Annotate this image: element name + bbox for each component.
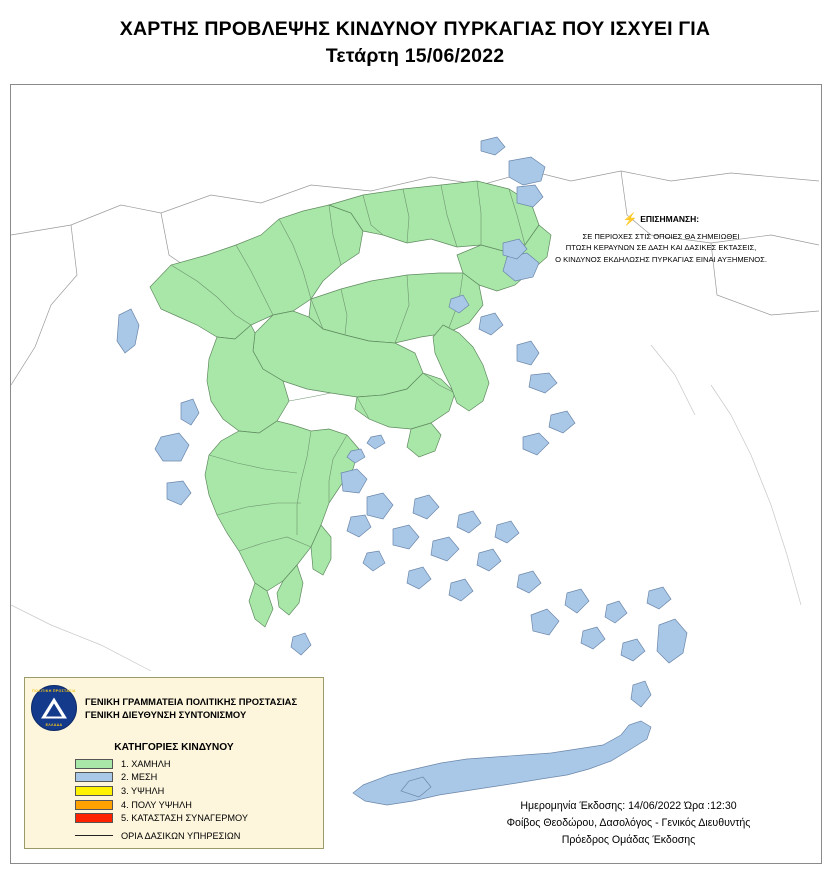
bolt-icon: ⚡ (622, 211, 638, 226)
legend-header (25, 678, 323, 733)
civil-protection-logo-icon (31, 685, 77, 731)
legend-swatch-4 (75, 800, 113, 810)
legend-label-3: 3. ΥΨΗΛΗ (121, 785, 165, 796)
legend-label-1: 1. ΧΑΜΗΛΗ (121, 758, 171, 769)
legend-item (75, 757, 323, 771)
map-canvas[interactable] (10, 84, 822, 864)
boundary-line-swatch (75, 835, 113, 836)
legend-panel (24, 677, 324, 849)
notice-line-1: ΣΕ ΠΕΡΙΟΧΕΣ ΣΤΙΣ ΟΠΟΙΕΣ ΘΑ ΣΗΜΕΙΩΘΕΙ (582, 231, 740, 241)
legend-item (75, 784, 323, 798)
author-role: Πρόεδρος Ομάδας Έκδοσης (561, 834, 696, 846)
notice-heading-text: ΕΠΙΣΗΜΑΝΣΗ: (640, 213, 700, 224)
legend-title: ΚΑΤΗΓΟΡΙΕΣ ΚΙΝΔΥΝΟΥ (114, 742, 234, 753)
title-line-2: Τετάρτη 15/06/2022 (325, 45, 505, 67)
boundary-label: ΟΡΙΑ ΔΑΣΙΚΩΝ ΥΠΗΡΕΣΙΩΝ (121, 830, 241, 841)
organization-name (85, 695, 297, 721)
legend-item (75, 811, 323, 825)
author-name: Φοίβος Θεοδώρου, Δασολόγος - Γενικός Διευθυντής (506, 817, 751, 829)
legend-swatch-1 (75, 759, 113, 769)
legend-label-4: 4. ΠΟΛΥ ΥΨΗΛΗ (121, 799, 192, 810)
page-title (0, 16, 830, 70)
title-line-1: ΧΑΡΤΗΣ ΠΡΟΒΛΕΨΗΣ ΚΙΝΔΥΝΟΥ ΠΥΡΚΑΓΙΑΣ ΠΟΥ ΙΣΧΥΕΙ ΓΙΑ (119, 18, 711, 40)
issue-datetime: Ημερομηνία Έκδοσης: 14/06/2022 Ώρα :12:30 (520, 800, 737, 812)
legend-items (25, 757, 323, 825)
legend-item (75, 771, 323, 785)
organization-line-2: ΓΕΝΙΚΗ ΔΙΕΥΘΥΝΣΗ ΣΥΝΤΟΝΙΣΜΟΥ (85, 709, 247, 720)
legend-item (75, 798, 323, 812)
logo-ring-top-text: ΠΟΛΙΤΙΚΗ ΠΡΟΣΤΑΣΙΑ (32, 689, 76, 693)
legend-label-2: 2. ΜΕΣΗ (121, 772, 158, 783)
notice-line-3: Ο ΚΙΝΔΥΝΟΣ ΕΚΔΗΛΩΣΗΣ ΠΥΡΚΑΓΙΑΣ ΕΙΝΑΙ ΑΥΞΗΜΕΝΟΣ. (555, 254, 767, 264)
legend-label-5: 5. ΚΑΤΑΣΤΑΣΗ ΣΥΝΑΓΕΡΜΟΥ (121, 813, 248, 824)
map-credits (451, 798, 806, 849)
legend-boundary-item (25, 831, 323, 841)
logo-triangle-inner-shape (46, 703, 62, 716)
notice-body (516, 231, 806, 266)
notice-line-2: ΠΤΩΣΗ ΚΕΡΑΥΝΩΝ ΣΕ ΔΑΣΗ ΚΑΙ ΔΑΣΙΚΕΣ ΕΚΤΑΣΕΙΣ, (565, 243, 757, 252)
legend-swatch-3 (75, 786, 113, 796)
organization-line-1: ΓΕΝΙΚΗ ΓΡΑΜΜΑΤΕΙΑ ΠΟΛΙΤΙΚΗΣ ΠΡΟΣΤΑΣΙΑΣ (85, 696, 298, 707)
lightning-notice (516, 212, 806, 266)
logo-ring-bottom-text: ΕΛΛΑΔΑ (45, 723, 63, 727)
legend-swatch-2 (75, 772, 113, 782)
notice-heading (516, 212, 806, 226)
legend-swatch-5 (75, 813, 113, 823)
